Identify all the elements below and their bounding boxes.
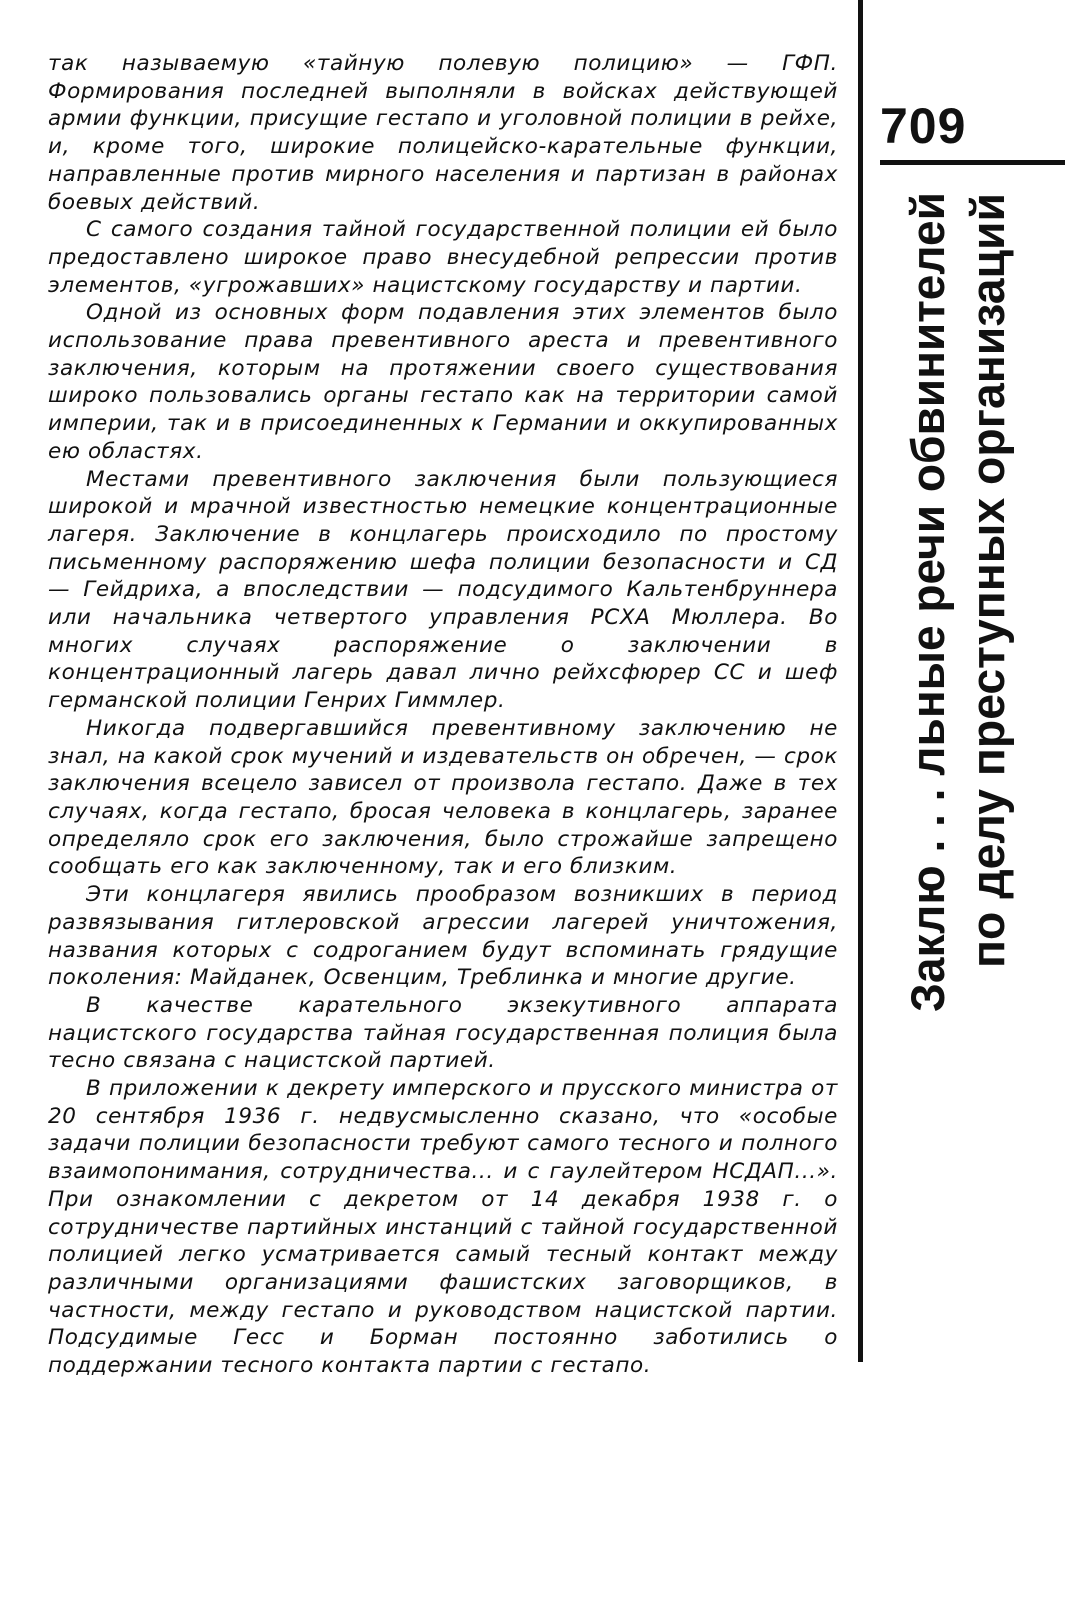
running-head bbox=[882, 190, 1057, 1015]
body-text-column bbox=[48, 50, 838, 1380]
paragraph: Эти концлагеря явились прообразом возникших в период развязывания гитлеровской агрессии лагерей уничтожения, названия которых с содроганием будут вспоминать грядущие поколения: Майданек, Освенцим, Треблинка и многие другие. bbox=[48, 882, 838, 991]
running-head-line-2: по делу преступных организаций bbox=[961, 190, 1014, 968]
vertical-divider bbox=[858, 0, 863, 1362]
paragraph: Местами превентивного заключения были пользующиеся широкой и мрачной известностью немецкие концентрационные лагеря. Заключение в концлагерь происходило по простому письменному распоряжению шефа полиции безопасности и СД — Гейдриха, а впоследствии — подсудимого Кальтенбруннера или начальника четвертого управления РСХА Мюллера. Во многих случаях распоряжение о заключении в концентрационный лагерь давал лично рейхсфюрер СС и шеф германской полиции Генрих Гиммлер. bbox=[48, 466, 838, 714]
paragraph: В приложении к декрету имперского и прусского министра от 20 сентября 1936 г. недвусмысленно сказано, что «особые задачи полиции безопасности требуют самого тесного и полного взаимопонимания, сотрудничества... и с гаулейтером НСДАП...». При ознакомлении с декретом от 14 декабря 1938 г. о сотрудничестве партийных инстанций с тайной государственной полицией легко усматривается самый тесный контакт между различными организациями фашистских заговорщиков, в частности, между гестапо и руководством нацистской партии. Подсудимые Гесс и Борман постоянно заботились о поддержании тесного контакта партии с гестапо. bbox=[48, 1076, 838, 1379]
horizontal-divider bbox=[880, 160, 1065, 165]
paragraph: Никогда подвергавшийся превентивному заключению не знал, на какой срок мучений и издевательств он обречен, — срок заключения всецело зависел от произвола гестапо. Даже в тех случаях, когда гестапо, бросая человека в концлагерь, заранее определяло срок его заключения, было строжайше запрещено сообщать его как заключенному, так и его близким. bbox=[48, 715, 838, 880]
paragraph: В качестве карательного экзекутивного аппарата нацистского государства тайная государственная полиция была тесно связана с нацистской партией. bbox=[48, 992, 838, 1074]
paragraph: Одной из основных форм подавления этих элементов было использование права превентивного ареста и превентивного заключения, которым на протяжении своего существования широко пользовались органы гестапо как на территории самой империи, так и в присоединенных к Германии и оккупированных ею областях. bbox=[48, 300, 838, 464]
page-number: 709 bbox=[880, 98, 967, 154]
paragraph: С самого создания тайной государственной полиции ей было предоставлено широкое право внесудебной репрессии против элементов, «угрожавших» нацистскому государству и партии. bbox=[48, 217, 838, 298]
running-head-line-1: Заклю . . . льные речи обвинителей bbox=[901, 190, 954, 1012]
paragraph: так называемую «тайную полевую полицию» — ГФП. Формирования последней выполняли в войсках действующей армии функции, присущие гестапо и уголовной полиции в рейхе, и, кроме того, широкие полицейско-карательные функции, направленные против мирного населения и партизан в районах боевых действий. bbox=[48, 51, 838, 215]
